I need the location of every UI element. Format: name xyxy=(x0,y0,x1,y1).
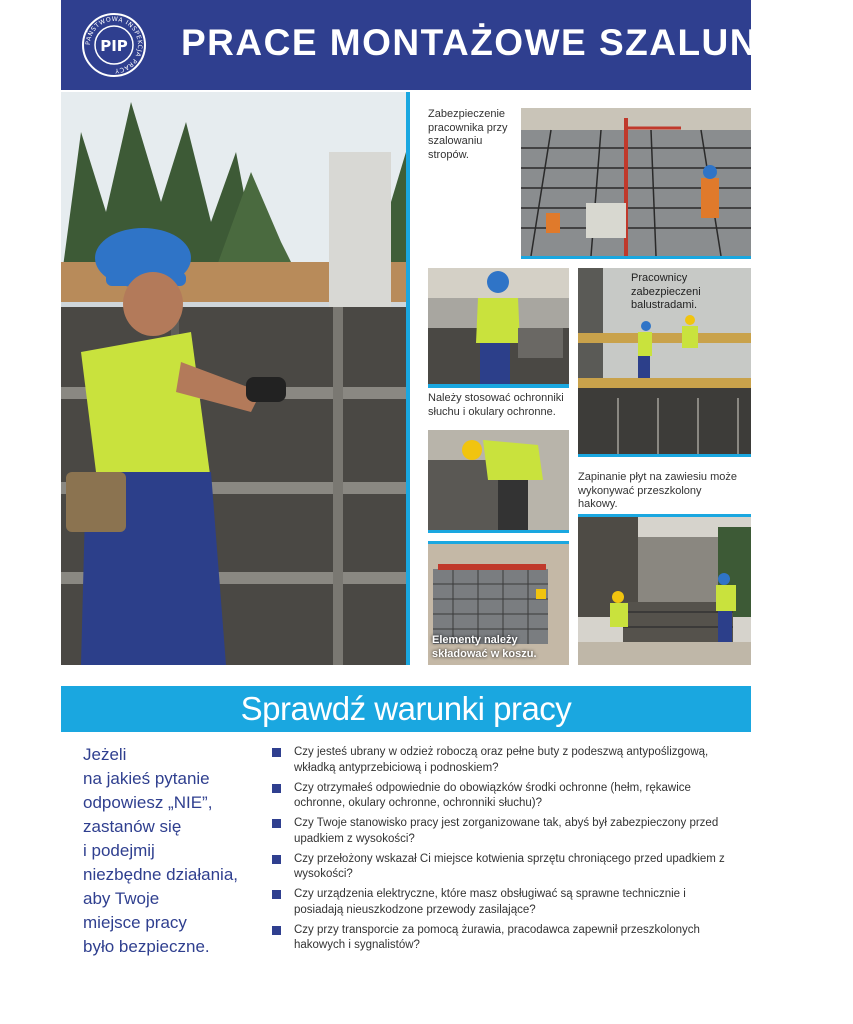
intro-line: Jeżeli xyxy=(83,745,127,764)
question-text: Czy przy transporcie za pomocą żurawia, pracodawca zapewnił przeszkolonych hakowych i sygnalistów? xyxy=(294,923,700,951)
svg-text:PAŃSTWOWA INSPEKCJA PRACY: PAŃSTWOWA INSPEKCJA PRACY xyxy=(84,15,144,75)
section-banner xyxy=(61,686,751,732)
intro-line: aby Twoje xyxy=(83,889,160,908)
question-text: Czy Twoje stanowisko pracy jest zorganizowane tak, abyś był zabezpieczony przed upadkiem z wysokości? xyxy=(294,817,719,845)
checklist-item xyxy=(272,923,727,954)
square-bullet-icon xyxy=(272,926,281,935)
square-bullet-icon xyxy=(272,890,281,899)
checklist-item xyxy=(272,852,727,883)
main-photo-worker-hammer xyxy=(61,92,406,665)
square-bullet-icon xyxy=(272,748,281,757)
photo-ochronniki xyxy=(428,268,569,386)
checklist-item xyxy=(272,745,727,776)
intro-text xyxy=(83,743,253,959)
photo-hakowy xyxy=(578,517,751,665)
caption-hakowy: Zapinanie płyt na zawiesiu może wykonywać przeszkolony hakowy. xyxy=(578,471,737,510)
checklist-item xyxy=(272,781,727,812)
question-text: Czy otrzymałeś odpowiednie do obowiązków środki ochronne (hełm, rękawice ochronne, okulary ochronne, ochronniki słuchu)? xyxy=(294,781,691,809)
page-title: PRACE MONTAŻOWE SZALUNKÓW xyxy=(181,22,853,63)
accent-bar xyxy=(428,384,569,388)
checklist-item xyxy=(272,887,727,918)
caption-ochronniki: Należy stosować ochronniki słuchu i okulary ochronne. xyxy=(428,392,564,418)
question-text: Czy jesteś ubrany w odzież roboczą oraz pełne buty z podeszwą antypoślizgową, wkładką antyprzebiciową i podnoskiem? xyxy=(294,746,709,774)
intro-line: niezbędne działania, xyxy=(83,865,239,884)
pip-seal-icon xyxy=(81,12,147,78)
square-bullet-icon xyxy=(272,855,281,864)
accent-bar xyxy=(521,256,751,259)
caption-balustrady: Pracownicy zabezpieczeni balustradami. xyxy=(631,272,701,311)
square-bullet-icon xyxy=(272,819,281,828)
question-text: Czy urządzenia elektryczne, które masz obsługiwać są sprawne technicznie i posiadają nieuszkodzone przewody zasilające? xyxy=(294,888,686,916)
photo-stropy xyxy=(521,108,751,256)
square-bullet-icon xyxy=(272,784,281,793)
checklist xyxy=(272,745,727,958)
photo-divider xyxy=(406,92,410,665)
checklist-item xyxy=(272,816,727,847)
intro-line: odpowiesz „NIE”, xyxy=(83,793,213,812)
accent-bar xyxy=(428,530,569,533)
photo-worker-yellow-helmet xyxy=(428,430,569,530)
header-bar xyxy=(61,0,853,90)
svg-text:PIP: PIP xyxy=(100,37,128,55)
question-text: Czy przełożony wskazał Ci miejsce kotwienia sprzętu chroniącego przed upadkiem z wysokości? xyxy=(294,852,725,880)
accent-bar xyxy=(578,454,751,457)
intro-line: zastanów się xyxy=(83,817,182,836)
section-title: Sprawdź warunki pracy xyxy=(240,690,572,727)
intro-line: było bezpieczne. xyxy=(83,937,210,956)
caption-stropy: Zabezpieczenie pracownika przy szalowaniu stropów. xyxy=(428,108,508,161)
caption-kosz: Elementy należy składować w koszu. xyxy=(432,634,537,660)
intro-line: i podejmij xyxy=(83,841,155,860)
intro-line: miejsce pracy xyxy=(83,913,187,932)
intro-line: na jakieś pytanie xyxy=(83,769,210,788)
